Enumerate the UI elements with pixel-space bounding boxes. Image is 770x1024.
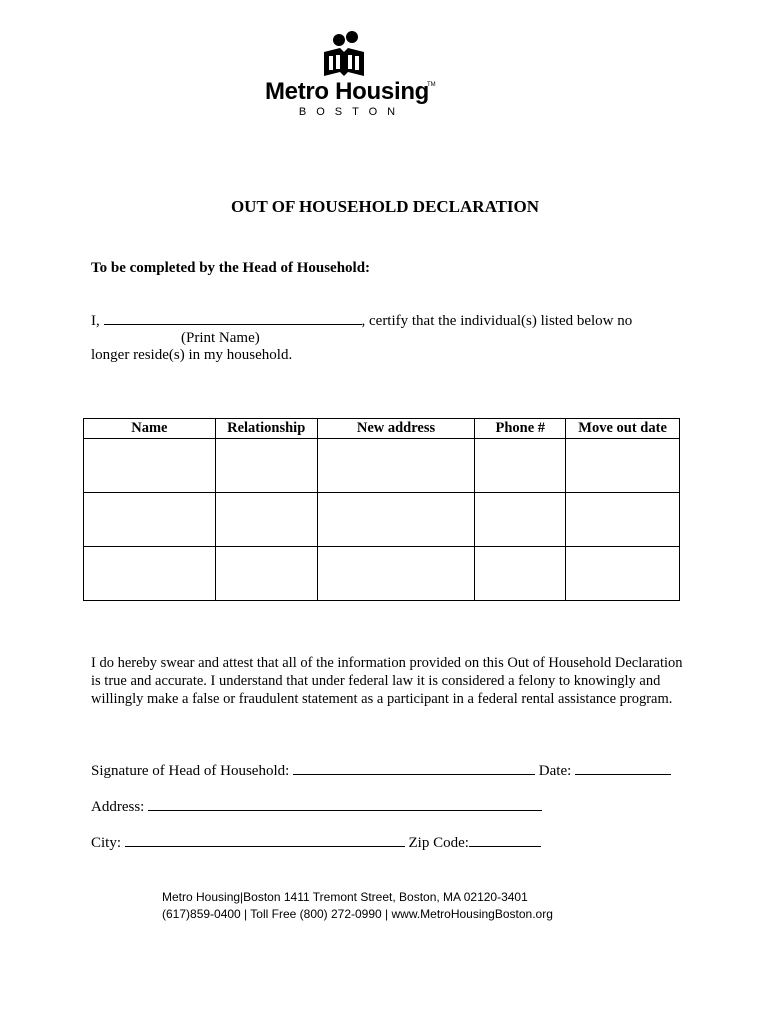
date-label: Date:: [538, 763, 572, 779]
column-header-name: Name: [84, 419, 216, 439]
phone-cell[interactable]: [475, 439, 566, 493]
column-header-move-out-date: Move out date: [566, 419, 680, 439]
page-title: OUT OF HOUSEHOLD DECLARATION: [230, 197, 540, 216]
new-address-cell[interactable]: [317, 439, 475, 493]
table-row: [84, 493, 680, 547]
column-header-relationship: Relationship: [215, 419, 317, 439]
signature-line: [91, 762, 671, 780]
signature-label: Signature of Head of Household:: [91, 763, 290, 779]
new-address-cell[interactable]: [317, 547, 475, 601]
new-address-cell[interactable]: [317, 493, 475, 547]
name-cell[interactable]: [84, 547, 216, 601]
certify-statement: [91, 312, 632, 330]
table-row: [84, 547, 680, 601]
certify-prefix: I,: [91, 313, 100, 329]
instruction-text: To be completed by the Head of Household:: [91, 260, 371, 276]
phone-cell[interactable]: [475, 493, 566, 547]
print-name-hint: (Print Name): [181, 330, 260, 346]
address-label: Address:: [91, 799, 145, 815]
name-cell[interactable]: [84, 493, 216, 547]
signature-field[interactable]: [293, 762, 535, 775]
household-members-table: [83, 418, 680, 601]
address-line: [91, 798, 542, 816]
city-zip-line: [91, 834, 541, 852]
move-out-date-cell[interactable]: [566, 493, 680, 547]
move-out-date-cell[interactable]: [566, 547, 680, 601]
attestation-paragraph: I do hereby swear and attest that all of the information provided on this Out of Household Declaration is true and accurate. I understand that under federal law it is considered a felony to knowingly and willingly make a false or fraudulent statement as a participant in a federal rental assistance program.: [91, 655, 683, 707]
table-row: [84, 439, 680, 493]
print-name-field[interactable]: [104, 312, 362, 325]
table-header-row: [84, 419, 680, 439]
books-with-figures-logo-icon: [316, 28, 372, 80]
zip-label: Zip Code:: [408, 835, 469, 851]
phone-cell[interactable]: [475, 547, 566, 601]
address-field[interactable]: [148, 798, 542, 811]
relationship-cell[interactable]: [215, 493, 317, 547]
date-field[interactable]: [575, 762, 671, 775]
brand-city: BOSTON: [298, 106, 406, 118]
column-header-new-address: New address: [317, 419, 475, 439]
footer-address: Metro Housing|Boston 1411 Tremont Street, Boston, MA 02120-3401: [162, 890, 528, 904]
certify-suffix: , certify that the individual(s) listed below no: [361, 313, 633, 329]
certify-continuation: longer reside(s) in my household.: [91, 347, 293, 363]
footer-contact: (617)859-0400 | Toll Free (800) 272-0990 | www.MetroHousingBoston.org: [162, 907, 553, 921]
relationship-cell[interactable]: [215, 439, 317, 493]
brand-name: Metro Housing: [264, 78, 430, 105]
trademark-mark: TM: [427, 82, 436, 88]
move-out-date-cell[interactable]: [566, 439, 680, 493]
city-field[interactable]: [125, 834, 405, 847]
zip-field[interactable]: [469, 834, 541, 847]
column-header-phone: Phone #: [475, 419, 566, 439]
city-label: City:: [91, 835, 122, 851]
relationship-cell[interactable]: [215, 547, 317, 601]
name-cell[interactable]: [84, 439, 216, 493]
